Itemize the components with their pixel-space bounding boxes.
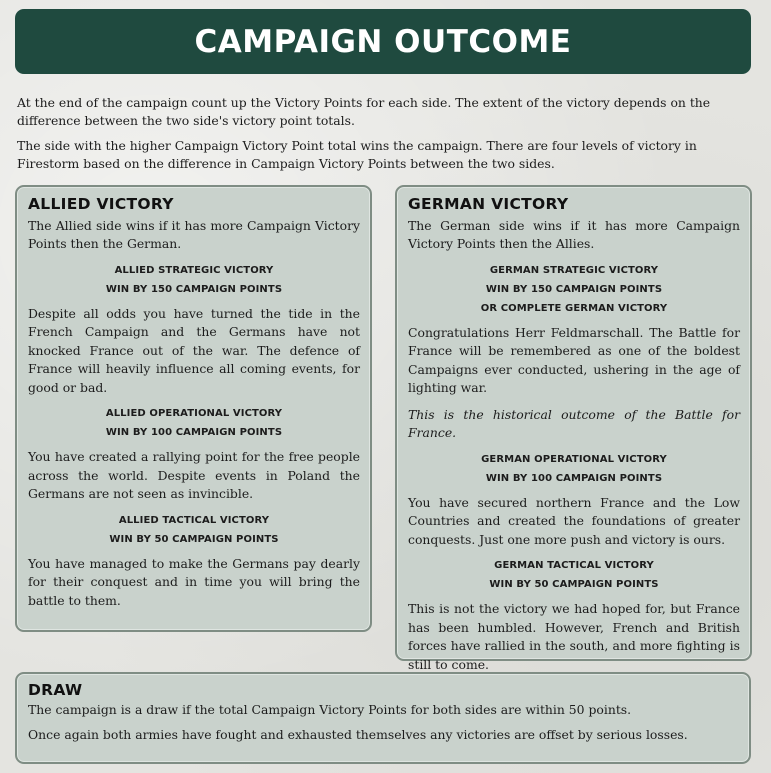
german-tactical-header <box>408 556 740 594</box>
allied-tactical-condition: WIN BY 50 CAMPAIGN POINTS <box>109 533 279 545</box>
allied-tactical-header <box>28 511 360 549</box>
german-tactical-text: This is not the victory we had hoped for, but France has been humbled. However, French and British forces have rallied in the south, and more fighting is still to come. <box>408 601 740 672</box>
german-operational-text: You have secured northern France and the Low Countries and created the foundations of greater conquests. Just one more push and victory is ours. <box>408 494 740 547</box>
german-operational-title: GERMAN OPERATIONAL VICTORY <box>481 453 667 465</box>
allied-operational-title: ALLIED OPERATIONAL VICTORY <box>105 408 283 419</box>
allied-victory-heading: ALLIED VICTORY <box>28 195 174 213</box>
allied-strategic-header <box>28 261 360 299</box>
german-victory-intro: The German side wins if it has more Campaign Victory Points then the Allies. <box>408 217 740 251</box>
intro-paragraph: At the end of the campaign count up the Victory Points for each side. The extent of the victory depends on the difference between the two side's victory point totals. <box>17 95 711 128</box>
german-strategic-condition-alt: OR COMPLETE GERMAN VICTORY <box>480 302 668 314</box>
german-strategic-header <box>408 261 740 318</box>
allied-victory-box <box>15 185 372 632</box>
draw-text: Once again both armies have fought and exhausted themselves any victories are offset by serious losses. <box>28 727 688 742</box>
allied-tactical-title: ALLIED TACTICAL VICTORY <box>118 514 270 526</box>
intro-section <box>17 94 753 180</box>
draw-text: The campaign is a draw if the total Campaign Victory Points for both sides are within 50 points. <box>28 701 632 717</box>
title-banner <box>15 9 751 74</box>
allied-operational-header <box>28 404 360 442</box>
allied-operational-condition: WIN BY 100 CAMPAIGN POINTS <box>105 427 283 438</box>
historical-outcome-note: This is the historical outcome of the Battle for France. <box>408 406 740 440</box>
german-strategic-condition: WIN BY 150 CAMPAIGN POINTS <box>485 283 663 295</box>
german-strategic-title: GERMAN STRATEGIC VICTORY <box>489 264 659 276</box>
allied-strategic-condition: WIN BY 150 CAMPAIGN POINTS <box>105 283 283 295</box>
german-victory-heading: GERMAN VICTORY <box>408 195 569 213</box>
allied-victory-intro: The Allied side wins if it has more Campaign Victory Points then the German. <box>28 217 360 251</box>
intro-paragraph: The side with the higher Campaign Victory Point total wins the campaign. There are four levels of victory in Firestorm based on the difference in Campaign Victory Points between the two sides. <box>17 138 697 171</box>
allied-strategic-text: Despite all odds you have turned the tide in the French Campaign and the Germans have not knocked France out of the war. The defence of France will heavily influence all coming events, for good or bad. <box>28 305 360 395</box>
allied-tactical-text: You have managed to make the Germans pay dearly for their conquest and in time you will bring the battle to them. <box>28 555 360 608</box>
german-tactical-title: GERMAN TACTICAL VICTORY <box>494 560 654 571</box>
allied-strategic-title: ALLIED STRATEGIC VICTORY <box>114 264 274 276</box>
draw-box <box>15 672 751 764</box>
allied-operational-text: You have created a rallying point for the free people across the world. Despite events in Poland the Germans are not seen as invincible. <box>28 449 360 501</box>
draw-heading: DRAW <box>28 681 83 699</box>
german-strategic-text: Congratulations Herr Feldmarschall. The Battle for France will be remembered as one of the boldest Campaigns ever conducted, ushering in the age of lighting war. <box>408 324 740 395</box>
german-operational-condition: WIN BY 100 CAMPAIGN POINTS <box>485 472 663 484</box>
german-victory-box <box>395 185 752 672</box>
german-operational-header <box>408 450 740 488</box>
german-tactical-condition: WIN BY 50 CAMPAIGN POINTS <box>489 579 659 590</box>
page-title: CAMPAIGN OUTCOME <box>194 23 572 60</box>
